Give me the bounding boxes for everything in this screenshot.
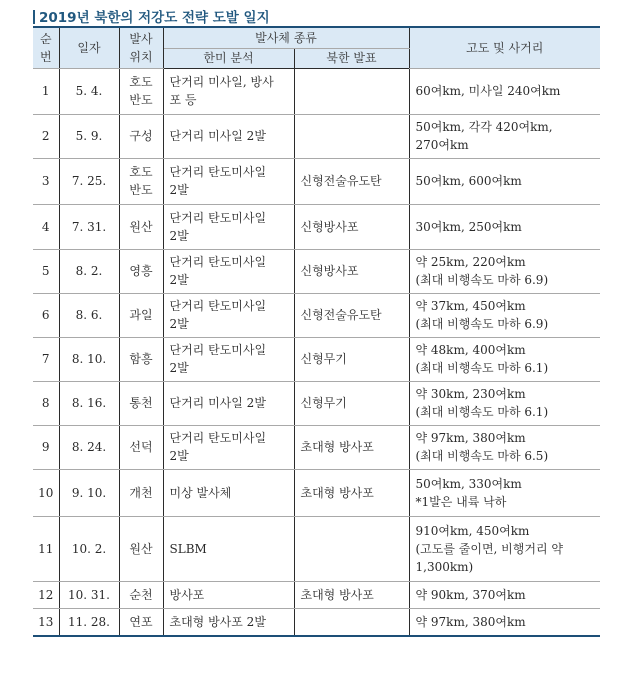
table-row <box>33 516 600 581</box>
header-date: 일자 <box>59 27 119 68</box>
cell-kind-kr-us: SLBM <box>163 516 294 581</box>
cell-range: 30여km, 250여km <box>409 204 600 249</box>
table-row <box>33 337 600 381</box>
table-row <box>33 381 600 425</box>
header-kind-nk: 북한 발표 <box>294 48 409 68</box>
cell-range: 약 90km, 370여km <box>409 581 600 608</box>
cell-seq: 13 <box>33 608 59 636</box>
cell-site: 통천 <box>119 381 163 425</box>
table-row <box>33 68 600 114</box>
cell-date: 5. 4. <box>59 68 119 114</box>
cell-range: 약 48km, 400여km (최대 비행속도 마하 6.1) <box>409 337 600 381</box>
cell-range: 50여km, 330여km *1발은 내륙 낙하 <box>409 469 600 516</box>
cell-seq: 7 <box>33 337 59 381</box>
cell-site: 원산 <box>119 204 163 249</box>
table-row <box>33 469 600 516</box>
cell-date: 7. 25. <box>59 158 119 204</box>
header-range: 고도 및 사거리 <box>409 27 600 68</box>
cell-seq: 6 <box>33 293 59 337</box>
cell-date: 10. 31. <box>59 581 119 608</box>
cell-seq: 3 <box>33 158 59 204</box>
cell-kind-kr-us: 단거리 탄도미사일 2발 <box>163 204 294 249</box>
cell-range: 910여km, 450여km (고도를 줄이면, 비행거리 약 1,300km) <box>409 516 600 581</box>
cell-range: 50여km, 600여km <box>409 158 600 204</box>
cell-kind-nk: 초대형 방사포 <box>294 469 409 516</box>
table-row <box>33 581 600 608</box>
cell-kind-kr-us: 단거리 미사일, 방사 포 등 <box>163 68 294 114</box>
cell-seq: 1 <box>33 68 59 114</box>
title-text: 2019년 북한의 저강도 전략 도발 일지 <box>39 10 270 26</box>
cell-kind-nk: 신형무기 <box>294 381 409 425</box>
header-row <box>33 27 600 48</box>
table-row <box>33 158 600 204</box>
cell-site: 구성 <box>119 114 163 158</box>
cell-range: 약 97km, 380여km <box>409 608 600 636</box>
cell-site: 순천 <box>119 581 163 608</box>
cell-date: 8. 6. <box>59 293 119 337</box>
cell-kind-nk <box>294 608 409 636</box>
cell-kind-nk: 초대형 방사포 <box>294 425 409 469</box>
cell-seq: 11 <box>33 516 59 581</box>
cell-kind-kr-us: 미상 발사체 <box>163 469 294 516</box>
cell-range: 약 97km, 380여km (최대 비행속도 마하 6.5) <box>409 425 600 469</box>
header-site: 발사 위치 <box>119 27 163 68</box>
cell-date: 7. 31. <box>59 204 119 249</box>
cell-seq: 5 <box>33 249 59 293</box>
cell-kind-nk: 신형전술유도탄 <box>294 158 409 204</box>
cell-kind-nk <box>294 68 409 114</box>
cell-kind-kr-us: 초대형 방사포 2발 <box>163 608 294 636</box>
cell-kind-nk: 신형방사포 <box>294 249 409 293</box>
cell-site: 호도 반도 <box>119 68 163 114</box>
header-kind-kr-us: 한미 분석 <box>163 48 294 68</box>
cell-date: 8. 10. <box>59 337 119 381</box>
cell-kind-nk: 신형무기 <box>294 337 409 381</box>
cell-kind-kr-us: 단거리 미사일 2발 <box>163 114 294 158</box>
table-row <box>33 608 600 636</box>
cell-range: 약 37km, 450여km (최대 비행속도 마하 6.9) <box>409 293 600 337</box>
cell-site: 호도 반도 <box>119 158 163 204</box>
cell-range: 약 25km, 220여km (최대 비행속도 마하 6.9) <box>409 249 600 293</box>
cell-kind-kr-us: 단거리 탄도미사일 2발 <box>163 293 294 337</box>
cell-date: 8. 2. <box>59 249 119 293</box>
cell-date: 9. 10. <box>59 469 119 516</box>
cell-seq: 9 <box>33 425 59 469</box>
cell-kind-nk <box>294 516 409 581</box>
cell-seq: 2 <box>33 114 59 158</box>
cell-date: 8. 24. <box>59 425 119 469</box>
cell-seq: 10 <box>33 469 59 516</box>
provocation-log-table <box>33 26 600 637</box>
cell-kind-nk: 신형방사포 <box>294 204 409 249</box>
cell-range: 약 30km, 230여km (최대 비행속도 마하 6.1) <box>409 381 600 425</box>
header-seq: 순 번 <box>33 27 59 68</box>
title-accent-bar <box>33 10 35 24</box>
table-row <box>33 204 600 249</box>
cell-kind-kr-us: 단거리 탄도미사일 2발 <box>163 337 294 381</box>
cell-kind-kr-us: 방사포 <box>163 581 294 608</box>
cell-kind-nk: 초대형 방사포 <box>294 581 409 608</box>
cell-date: 8. 16. <box>59 381 119 425</box>
cell-site: 과일 <box>119 293 163 337</box>
cell-site: 원산 <box>119 516 163 581</box>
cell-kind-kr-us: 단거리 미사일 2발 <box>163 381 294 425</box>
cell-kind-kr-us: 단거리 탄도미사일 2발 <box>163 425 294 469</box>
cell-site: 함흥 <box>119 337 163 381</box>
cell-seq: 4 <box>33 204 59 249</box>
cell-range: 60여km, 미사일 240여km <box>409 68 600 114</box>
cell-seq: 8 <box>33 381 59 425</box>
table-row <box>33 425 600 469</box>
cell-range: 50여km, 각각 420여km, 270여km <box>409 114 600 158</box>
cell-site: 연포 <box>119 608 163 636</box>
page-title <box>33 6 270 26</box>
cell-date: 10. 2. <box>59 516 119 581</box>
cell-kind-kr-us: 단거리 탄도미사일 2발 <box>163 158 294 204</box>
table-row <box>33 249 600 293</box>
cell-kind-nk <box>294 114 409 158</box>
header-kind: 발사체 종류 <box>163 27 409 48</box>
cell-site: 선덕 <box>119 425 163 469</box>
table-row <box>33 114 600 158</box>
cell-kind-nk: 신형전술유도탄 <box>294 293 409 337</box>
cell-site: 영흥 <box>119 249 163 293</box>
cell-date: 11. 28. <box>59 608 119 636</box>
table-row <box>33 293 600 337</box>
cell-kind-kr-us: 단거리 탄도미사일 2발 <box>163 249 294 293</box>
cell-date: 5. 9. <box>59 114 119 158</box>
cell-site: 개천 <box>119 469 163 516</box>
cell-seq: 12 <box>33 581 59 608</box>
